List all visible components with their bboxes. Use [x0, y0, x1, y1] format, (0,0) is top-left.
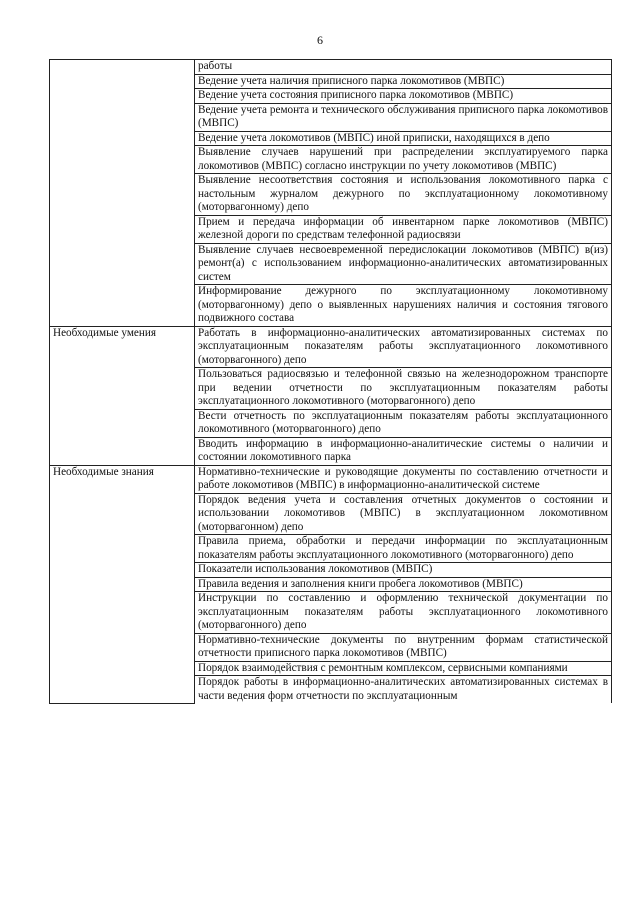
table-row — [50, 60, 612, 75]
table-cell: Инструкции по составлению и оформлению технической документации по эксплуатационным показателям работы эксплуатационного локомотивного (моторвагонного) депо — [195, 592, 612, 634]
table-cell: Нормативно-технические документы по внутренним формам статистической отчетности приписного парка локомотивов (МВПС) — [195, 633, 612, 661]
table-row — [50, 326, 612, 368]
table-cell: работы — [195, 60, 612, 75]
table-cell: Показатели использования локомотивов (МВПС) — [195, 563, 612, 578]
table-cell: Информирование дежурного по эксплуатационному локомотивному (моторвагонному) депо о выявленных нарушениях наличия и состояния тягового подвижного состава — [195, 285, 612, 327]
table-cell: Выявление несоответствия состояния и использования локомотивного парка с настольным журналом дежурного по эксплуатационному локомотивному (моторвагонному) депо — [195, 174, 612, 216]
table-cell: Работать в информационно-аналитических автоматизированных системах по эксплуатационным показателям работы эксплуатационного локомотивного (моторвагонного) депо — [195, 326, 612, 368]
table-cell: Ведение учета ремонта и технического обслуживания приписного парка локомотивов (МВПС) — [195, 103, 612, 131]
section-label-cell — [50, 60, 195, 327]
table-cell: Правила приема, обработки и передачи информации по эксплуатационным показателям работы эксплуатационного локомотивного (моторвагонного) депо — [195, 535, 612, 563]
page-number: 6 — [317, 33, 323, 47]
table-cell: Ведение учета состояния приписного парка локомотивов (МВПС) — [195, 89, 612, 104]
table-cell: Прием и передача информации об инвентарном парке локомотивов (МВПС) железной дороги по средствам телефонной радиосвязи — [195, 215, 612, 243]
table-cell: Порядок ведения учета и составления отчетных документов о состоянии и использовании локомотивов (МВПС) в эксплуатационном локомотивном (моторвагонном) депо — [195, 493, 612, 535]
table-cell: Нормативно-технические и руководящие документы по составлению отчетности и работе локомотивов (МВПС) в информационно-аналитической системе — [195, 465, 612, 493]
competency-table — [49, 59, 612, 704]
table-cell: Выявление случаев нарушений при распределении эксплуатируемого парка локомотивов (МВПС) согласно инструкции по учету локомотивов (МВПС) — [195, 146, 612, 174]
section-label-cell: Необходимые знания — [50, 465, 195, 703]
table-cell: Ведение учета наличия приписного парка локомотивов (МВПС) — [195, 74, 612, 89]
table-cell: Порядок работы в информационно-аналитических автоматизированных системах в части ведения форм отчетности по эксплуатационным — [195, 676, 612, 704]
section-label-cell: Необходимые умения — [50, 326, 195, 465]
table-cell: Вводить информацию в информационно-аналитические системы о наличии и состоянии локомотивного парка — [195, 437, 612, 465]
table-cell: Выявление случаев несвоевременной передислокации локомотивов (МВПС) в(из) ремонт(а) с использованием информационно-аналитических автоматизированных систем — [195, 243, 612, 285]
table-row — [50, 465, 612, 493]
table-cell: Правила ведения и заполнения книги пробега локомотивов (МВПС) — [195, 577, 612, 592]
table-cell: Ведение учета локомотивов (МВПС) иной приписки, находящихся в депо — [195, 131, 612, 146]
table-cell: Порядок взаимодействия с ремонтным комплексом, сервисными компаниями — [195, 661, 612, 676]
table-cell: Вести отчетность по эксплуатационным показателям работы эксплуатационного локомотивного (моторвагонного) депо — [195, 409, 612, 437]
table-cell: Пользоваться радиосвязью и телефонной связью на железнодорожном транспорте при ведении отчетности по эксплуатационным показателям работы эксплуатационного локомотивного (моторвагонного) депо — [195, 368, 612, 410]
